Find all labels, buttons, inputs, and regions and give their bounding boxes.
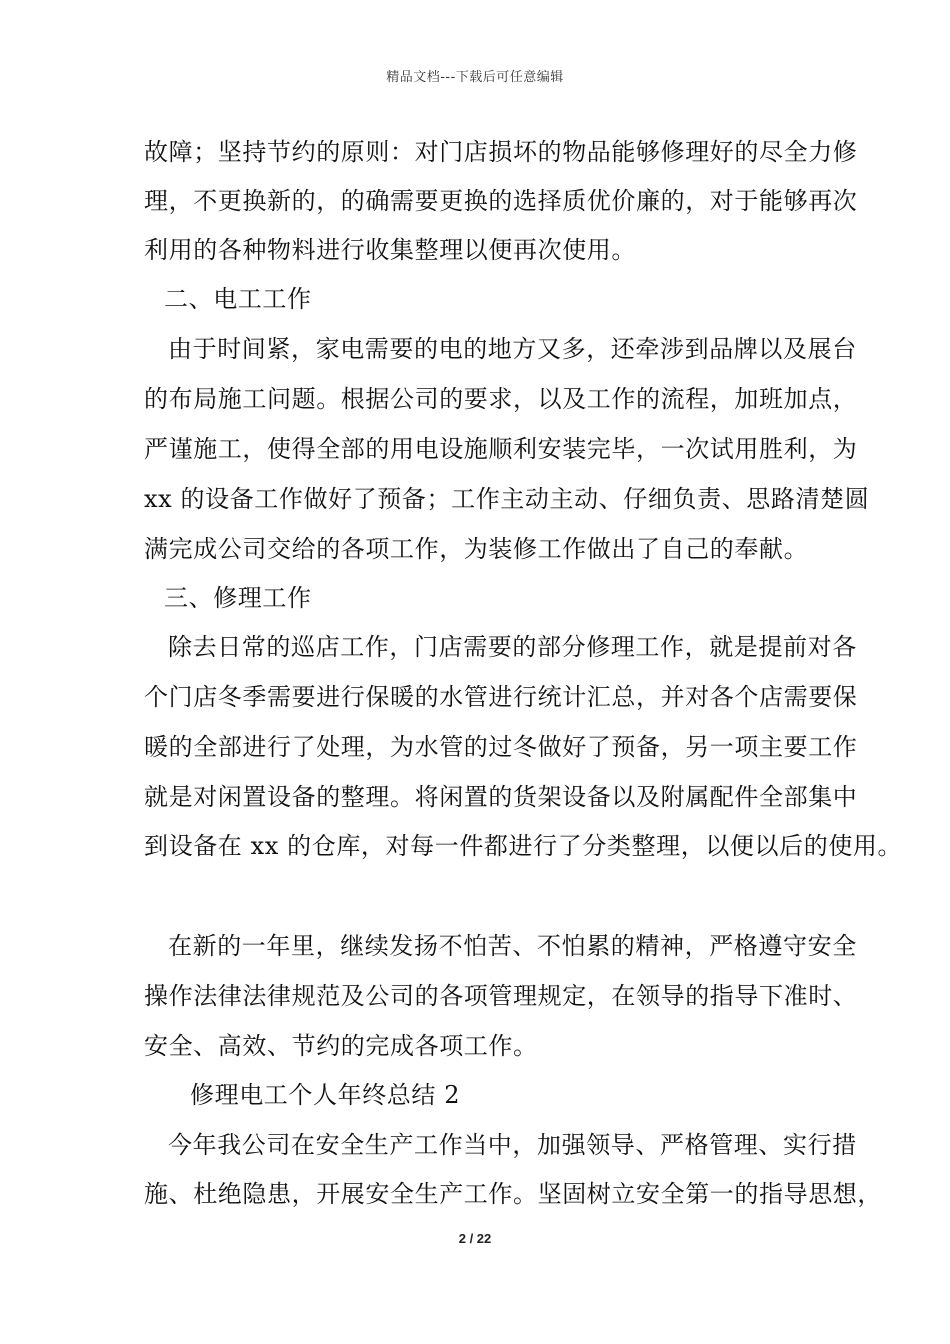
document-subtitle: 修理电工个人年终总结 2 bbox=[190, 1081, 461, 1109]
paragraph-line: 就是对闲置设备的整理。将闲置的货架设备以及附属配件全部集中 bbox=[144, 783, 858, 811]
paragraph-line: 理，不更换新的，的确需要更换的选择质优价廉的，对于能够再次 bbox=[144, 187, 858, 215]
paragraph-line: 故障；坚持节约的原则：对门店损坏的物品能够修理好的尽全力修 bbox=[144, 138, 858, 166]
paragraph-line: 施、杜绝隐患，开展安全生产工作。坚固树立安全第一的指导思想， bbox=[144, 1180, 882, 1208]
paragraph-line: 在新的一年里，继续发扬不怕苦、不怕累的精神，严格遵守安全 bbox=[168, 932, 857, 960]
page-number: 2 / 22 bbox=[458, 1231, 492, 1246]
paragraph-line: xx 的设备工作做好了预备；工作主动主动、仔细负责、思路清楚圆 bbox=[144, 485, 870, 513]
paragraph-line: 满完成公司交给的各项工作，为装修工作做出了自己的奉献。 bbox=[144, 535, 809, 563]
paragraph-line: 除去日常的巡店工作，门店需要的部分修理工作，就是提前对各 bbox=[168, 633, 857, 661]
paragraph-line: 到设备在 xx 的仓库，对每一件都进行了分类整理，以便以后的使用。 bbox=[144, 832, 903, 860]
paragraph-line: 操作法律法律规范及公司的各项管理规定，在领导的指导下准时、 bbox=[144, 982, 858, 1010]
section-heading: 三、修理工作 bbox=[164, 584, 312, 612]
page-header: 精品文档---下载后可任意编辑 bbox=[386, 70, 564, 85]
section-heading: 二、电工工作 bbox=[164, 285, 312, 313]
paragraph-line: 安全、高效、节约的完成各项工作。 bbox=[144, 1032, 538, 1060]
paragraph-line: 的布局施工问题。根据公司的要求，以及工作的流程，加班加点， bbox=[144, 385, 858, 413]
paragraph-line: 个门店冬季需要进行保暖的水管进行统计汇总，并对各个店需要保 bbox=[144, 683, 858, 711]
paragraph-line: 由于时间紧，家电需要的电的地方又多，还牵涉到品牌以及展台 bbox=[168, 335, 857, 363]
paragraph-line: 暖的全部进行了处理，为水管的过冬做好了预备，另一项主要工作 bbox=[144, 733, 858, 761]
paragraph-line: 利用的各种物料进行收集整理以便再次使用。 bbox=[144, 236, 636, 264]
paragraph-line: 今年我公司在安全生产工作当中，加强领导、严格管理、实行措 bbox=[168, 1131, 857, 1159]
paragraph-line: 严谨施工，使得全部的用电设施顺利安装完毕，一次试用胜利，为 bbox=[144, 435, 858, 463]
